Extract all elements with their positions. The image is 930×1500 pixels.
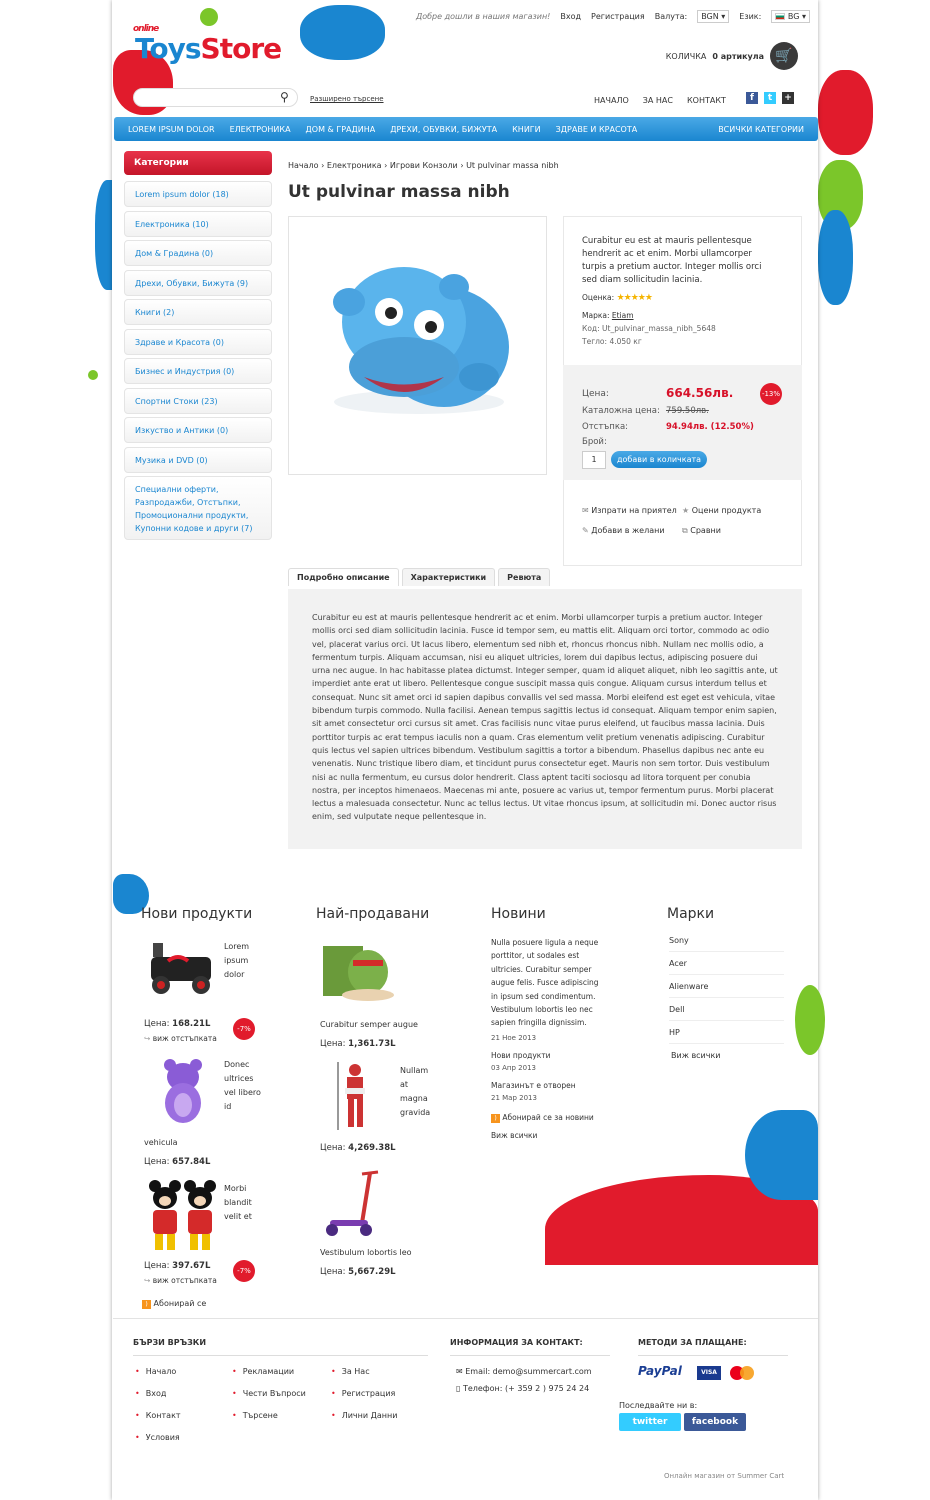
discount-badge: -13% xyxy=(760,383,782,405)
logo-toys: Toys xyxy=(135,32,201,65)
code-label: Код: xyxy=(582,324,600,333)
news-date: 21 Ное 2013 xyxy=(491,1034,537,1042)
category-line: Купонни кодове и други (7) xyxy=(135,524,253,533)
action-label: Изпрати на приятел xyxy=(591,506,677,515)
facebook-icon[interactable]: f xyxy=(746,92,758,104)
category-line: Промоционални продукти, xyxy=(135,511,249,520)
news-date: 03 Апр 2013 xyxy=(491,1064,536,1072)
product-price-row xyxy=(320,1039,396,1049)
toy-hippo-image xyxy=(289,217,548,476)
news-line: in ipsum sed condimentum. xyxy=(491,991,596,1001)
breadcrumb-sep: › xyxy=(321,161,325,170)
action-wishlist[interactable] xyxy=(582,526,665,535)
star-icon: ★ xyxy=(682,506,690,515)
rss-icon: ) xyxy=(142,1300,151,1309)
login-link[interactable]: Вход xyxy=(560,12,582,21)
contact-email[interactable] xyxy=(456,1367,592,1376)
action-rate[interactable] xyxy=(682,506,761,515)
catalog-price-label: Каталожна цена: xyxy=(582,406,660,416)
pencil-icon: ✎ xyxy=(582,526,589,535)
store-logo[interactable] xyxy=(133,24,282,65)
toy-warrior-image xyxy=(330,1060,380,1135)
price-label: Цена: xyxy=(320,1267,346,1277)
link-label: виж отстъпката xyxy=(152,1034,217,1043)
price-label: Цена: xyxy=(320,1039,346,1049)
product-thumb-scooter[interactable] xyxy=(320,1168,390,1238)
rating-row xyxy=(582,293,652,303)
phone-text: Телефон: (+ 359 2 ) 975 24 24 xyxy=(462,1384,590,1393)
envelope-icon: ✉ xyxy=(582,506,589,515)
register-link[interactable]: Регистрация xyxy=(591,12,645,21)
toy-bear-image xyxy=(155,1055,210,1127)
tab-description[interactable]: Подробно описание xyxy=(288,568,399,586)
paint-splash xyxy=(745,1110,818,1200)
category-item[interactable]: Изкуство и Антики (0) xyxy=(124,417,272,443)
top-bar xyxy=(416,10,810,23)
action-label: Добави в желани xyxy=(591,526,665,535)
nav-item[interactable]: КНИГИ xyxy=(512,124,541,134)
rating-label: Оценка: xyxy=(582,293,615,302)
footer-link[interactable]: • Начало xyxy=(135,1367,176,1376)
news-text[interactable] xyxy=(491,936,616,1030)
catalog-price-value: 759.50лв. xyxy=(666,406,709,416)
news-title: Новини xyxy=(491,906,546,922)
price-label: Цена: xyxy=(144,1157,170,1167)
star-rating-icon: ★★★★★ xyxy=(616,293,652,303)
product-thumb-turtle[interactable] xyxy=(318,940,398,1005)
subscribe-label: Абонирай се xyxy=(153,1299,207,1308)
breadcrumb-current: Ut pulvinar massa nibh xyxy=(466,161,559,170)
price-label: Цена: xyxy=(144,1019,170,1029)
mastercard-logo xyxy=(730,1366,756,1380)
desc-line: sed diam sollicitudin lacinia. xyxy=(582,275,703,285)
discount-badge: -7% xyxy=(233,1260,255,1282)
price-value: 5,667.29L xyxy=(348,1267,396,1277)
currency-select[interactable] xyxy=(697,10,729,23)
news-date: 21 Мар 2013 xyxy=(491,1094,537,1102)
nav-item[interactable]: ДРЕХИ, ОБУВКИ, БИЖУТА xyxy=(390,124,498,134)
cart-summary[interactable] xyxy=(666,42,798,70)
footer-link[interactable]: • Контакт xyxy=(135,1411,181,1420)
brand-item[interactable]: HP xyxy=(669,1028,784,1044)
code-row xyxy=(582,324,716,333)
paint-splash xyxy=(300,5,385,60)
news-line: porttitor, ut sodales est xyxy=(491,951,580,961)
product-price-row xyxy=(144,1019,210,1029)
toy-car-image xyxy=(143,935,218,1000)
toy-figures-image xyxy=(145,1178,220,1253)
paint-splash xyxy=(795,985,825,1055)
search-icon[interactable]: ⚲ xyxy=(280,90,289,104)
news-line: augue felis. Fusce adipiscing xyxy=(491,978,599,988)
paint-splash xyxy=(88,370,98,380)
facebook-button[interactable]: facebook xyxy=(684,1413,746,1431)
nav-all-categories[interactable]: ВСИЧКИ КАТЕГОРИИ xyxy=(718,124,804,134)
follow-label: Последвайте ни в: xyxy=(619,1401,698,1410)
breadcrumb-category[interactable]: Електроника xyxy=(326,161,382,170)
product-tabs xyxy=(288,568,550,586)
nav-item[interactable]: LOREM IPSUM DOLOR xyxy=(128,124,215,134)
toplink-home[interactable]: НАЧАЛО xyxy=(594,96,629,105)
weight-label: Тегло: xyxy=(582,337,608,346)
brand-item[interactable]: Alienware xyxy=(669,982,784,998)
price-value: 4,269.38L xyxy=(348,1143,396,1153)
price-value: 168.21L xyxy=(172,1019,211,1029)
category-item[interactable]: Музика и DVD (0) xyxy=(124,447,272,473)
desc-line: hendrerit ac et enim. Morbi ullamcorper xyxy=(582,249,752,259)
news-subscribe-link[interactable] xyxy=(491,1113,594,1123)
social-links xyxy=(746,92,794,104)
action-compare[interactable] xyxy=(682,526,721,536)
product-name[interactable]: Donec ultrices vel libero id xyxy=(224,1060,261,1111)
contact-phone xyxy=(456,1384,589,1393)
paypal-logo: PayPal xyxy=(638,1364,682,1378)
flag-icon xyxy=(775,13,785,20)
category-item[interactable]: Дрехи, Обувки, Бижута (9) xyxy=(124,270,272,296)
price-value: 1,361.73L xyxy=(348,1039,396,1049)
product-description: Curabitur eu est at mauris pellentesque hendrerit ac et enim. Morbi ullamcorper turpis a pretium auctor. Integer mollis orci sed diam sollicitudin lacinia. Fusce id tempor sem, eu mattis elit. Aliquam orci tortor, commodo ac odio vel, placerat varius orci. Ut lacus libero, elementum sed nibh et, rhoncus rhoncus nibh. Nullam nec mollis odio, a fermentum turpis. Aliquam accumsan, nisi eu aliquet ultricies, lorem dui dapibus lectus, adipiscing posuere dui urna nec augue. In hac habitasse platea dictumst. Integer semper, quam id aliquet aliquet, nibh leo sagittis ante, ut imperdiet ante erat ut libero. Pellentesque congue suscipit massa quis congue. Aliquam cursus interdum tellus et consequat. Nunc sit amet orci id sapien dapibus convallis vel sed massa. Morbi eleifend est eget est vehicula, vitae bibendum turpis commodo. Nulla facilisi. Aenean tempus sagittis lectus id consequat. Aliquam tempor enim sapien, sit amet consectetur orci cursus sit amet. Cras facilisis nunc vitae purus eleifend, ut faucibus massa lacinia. Duis porttitor turpis ac erat tempus iaculis non a quam. Cras elementum velit pretium venenatis adipiscing. Curabitur quis lectus vel sapien ultrices bibendum. Vestibulum sagittis a tortor a bibendum. Phasellus dapibus nec ante eu venenatis. Nunc tristique libero diam, et tincidunt purus consectetur eget. Mauris non sem tortor. Duis vestibulum nisi ac nulla fermentum, eu cursus dolor hendrerit. Class aptent taciti sociosqu ad litora torquent per conubia nostra, per inceptos himenaeos. Maecenas mi ante, posuere ac varius ut, tempor fermentum purus. Morbi placerat lectus a malesuada consectetur. Nunc ac tellus lectus. Ut vitae rhoncus ipsum, at sollicitudin mi. Donec auctor risus enim, sed vulputate neque pellentesque in. xyxy=(288,589,802,849)
nav-item[interactable]: ДОМ & ГРАДИНА xyxy=(305,124,376,134)
category-item[interactable]: Спортни Стоки (23) xyxy=(124,388,272,414)
breadcrumb-sep: › xyxy=(384,161,388,170)
product-name[interactable]: Morbi blandit velit et xyxy=(224,1184,252,1221)
price-value: 397.67L xyxy=(172,1261,211,1271)
weight-value: 4.050 кг xyxy=(609,337,642,346)
rss-icon: ) xyxy=(491,1114,500,1123)
product-name[interactable]: Vestibulum lobortis leo xyxy=(320,1248,412,1257)
footer-link[interactable]: • Вход xyxy=(135,1389,166,1398)
product-short-description xyxy=(582,235,792,287)
visa-logo: VISA xyxy=(697,1366,721,1380)
view-discount-link[interactable] xyxy=(144,1276,217,1285)
nav-item[interactable]: ЗДРАВЕ И КРАСОТА xyxy=(555,124,638,134)
footer-link[interactable]: • За Нас xyxy=(331,1367,370,1376)
news-line: ultricies. Curabitur semper xyxy=(491,964,592,974)
news-line: Nulla posuere ligula a neque xyxy=(491,938,599,947)
link-label: виж отстъпката xyxy=(152,1276,217,1285)
currency-label: Валута: xyxy=(654,12,688,21)
brand-link[interactable]: Etiam xyxy=(611,311,634,320)
breadcrumb-sep: › xyxy=(460,161,464,170)
footer-contact-title: ИНФОРМАЦИЯ ЗА КОНТАКТ: xyxy=(450,1338,610,1356)
advanced-search-link[interactable]: Разширено търсене xyxy=(310,95,384,103)
category-line: Разпродажби, Отстъпки, xyxy=(135,498,241,507)
paint-splash xyxy=(818,70,873,155)
brand-label: Марка: xyxy=(582,311,610,320)
subscribe-link[interactable] xyxy=(142,1299,206,1309)
footer-payment-title: МЕТОДИ ЗА ПЛАЩАНЕ: xyxy=(638,1338,788,1356)
product-thumb-bear[interactable] xyxy=(155,1055,210,1127)
brand-item[interactable]: Acer xyxy=(669,959,784,975)
saving-label: Отстъпка: xyxy=(582,422,629,432)
breadcrumb xyxy=(288,161,559,170)
category-line: Специални оферти, xyxy=(135,485,219,494)
category-item[interactable]: Книги (2) xyxy=(124,299,272,325)
mastercard-circle-yellow xyxy=(740,1366,754,1380)
plus-icon[interactable]: + xyxy=(782,92,794,104)
breadcrumb-subcategory[interactable]: Игрови Конзоли xyxy=(389,161,458,170)
news-item-title[interactable]: Магазинът е отворен xyxy=(491,1081,576,1090)
qty-label: Брой: xyxy=(582,437,607,447)
product-price-row xyxy=(144,1261,210,1271)
footer-link[interactable]: • Лични Данни xyxy=(331,1411,397,1420)
add-to-cart-button[interactable]: добави в количката xyxy=(611,451,707,468)
action-label: Оцени продукта xyxy=(691,506,762,515)
twitter-button[interactable]: twitter xyxy=(619,1413,681,1431)
brands-all-link[interactable]: Виж всички xyxy=(671,1051,721,1060)
news-all-link[interactable]: Виж всички xyxy=(491,1131,538,1140)
top-links xyxy=(594,96,726,105)
view-discount-link[interactable] xyxy=(144,1034,217,1043)
price-value: 664.56лв. xyxy=(666,386,734,400)
arrow-icon: ↪ xyxy=(144,1276,151,1285)
envelope-icon: ✉ xyxy=(456,1367,463,1376)
product-name[interactable]: Curabitur semper augue xyxy=(320,1020,418,1029)
paint-splash xyxy=(818,210,853,305)
product-thumb-car[interactable] xyxy=(143,935,218,1000)
footer-link[interactable]: • Чести Въпроси xyxy=(232,1389,306,1398)
brand-item[interactable]: Dell xyxy=(669,1005,784,1021)
product-price-row xyxy=(144,1157,210,1167)
quantity-input[interactable]: 1 xyxy=(582,451,606,469)
copyright[interactable]: Онлайн магазин от Summer Cart xyxy=(664,1472,785,1480)
action-send-friend[interactable] xyxy=(582,506,677,515)
paint-splash xyxy=(200,8,218,26)
breadcrumb-home[interactable]: Начало xyxy=(288,161,319,170)
saving-value: 94.94лв. (12.50%) xyxy=(666,422,754,432)
brand-item[interactable]: Sony xyxy=(669,936,784,952)
chevron-down-icon: ▾ xyxy=(721,12,726,21)
product-title: Ut pulvinar massa nibh xyxy=(288,182,510,202)
logo-store: Store xyxy=(200,32,282,65)
category-item[interactable]: Бизнес и Индустрия (0) xyxy=(124,358,272,384)
new-products-title: Нови продукти xyxy=(141,906,253,922)
code-value: Ut_pulvinar_massa_nibh_5648 xyxy=(602,324,716,333)
logo-online: online xyxy=(133,24,159,34)
price-value: 657.84L xyxy=(172,1157,211,1167)
weight-row xyxy=(582,337,642,346)
news-line: Vestibulum lobortis leo nec xyxy=(491,1005,593,1015)
categories-header: Категории xyxy=(124,151,272,175)
cart-icon[interactable]: 🛒 xyxy=(770,42,798,70)
footer-link[interactable]: • Регистрация xyxy=(331,1389,395,1398)
price-label: Цена: xyxy=(582,389,609,399)
cart-count: 0 артикула xyxy=(712,51,764,61)
footer-link[interactable]: • Условия xyxy=(135,1433,180,1442)
category-item[interactable]: Електроника (10) xyxy=(124,211,272,237)
tab-features[interactable]: Характеристики xyxy=(402,568,496,586)
language-value: BG xyxy=(787,12,800,21)
currency-value: BGN xyxy=(701,12,719,21)
product-price-row xyxy=(320,1267,396,1277)
chevron-down-icon: ▾ xyxy=(801,12,806,21)
product-image[interactable] xyxy=(288,216,547,475)
toplink-contact[interactable]: КОНТАКТ xyxy=(686,96,726,105)
phone-icon: ▯ xyxy=(456,1384,461,1393)
toy-scooter-image xyxy=(320,1168,390,1238)
product-name-cont[interactable]: vehicula xyxy=(144,1138,178,1147)
desc-line: Curabitur eu est at mauris pellentesque xyxy=(582,236,752,246)
brands-title: Марки xyxy=(667,906,715,922)
footer-quick-links-title: БЪРЗИ ВРЪЗКИ xyxy=(133,1338,428,1356)
footer-link[interactable]: • Търсене xyxy=(232,1411,278,1420)
subscribe-label: Абонирай се за новини xyxy=(502,1113,594,1122)
footer-link[interactable]: • Рекламации xyxy=(232,1367,294,1376)
price-label: Цена: xyxy=(320,1143,346,1153)
product-name[interactable]: Lorem ipsum dolor xyxy=(224,942,250,979)
email-text: Email: demo@summercart.com xyxy=(465,1367,592,1376)
footer-divider xyxy=(113,1318,818,1319)
toy-turtle-image xyxy=(318,940,398,1005)
action-label: Сравни xyxy=(690,526,721,535)
arrow-icon: ↪ xyxy=(144,1034,151,1043)
news-line: sapien fringilla dignissim. xyxy=(491,1018,587,1028)
compare-icon: ⧉ xyxy=(682,526,688,535)
welcome-text: Добре дошли в нашия магазин! xyxy=(415,12,551,21)
product-name[interactable]: Nullam at magna gravida xyxy=(400,1066,431,1117)
language-label: Език: xyxy=(739,12,762,21)
discount-badge: -7% xyxy=(233,1018,255,1040)
category-item[interactable]: Lorem ipsum dolor (18) xyxy=(124,181,272,207)
toplink-about[interactable]: ЗА НАС xyxy=(642,96,673,105)
category-item-special[interactable] xyxy=(124,476,272,540)
search-input[interactable] xyxy=(133,88,298,107)
language-select[interactable] xyxy=(771,10,810,23)
best-sellers-title: Най-продавани xyxy=(316,906,430,922)
product-thumb-mickey[interactable] xyxy=(145,1178,220,1253)
nav-item[interactable]: ЕЛЕКТРОНИКА xyxy=(229,124,291,134)
product-price-row xyxy=(320,1143,396,1153)
desc-line: turpis a pretium auctor. Integer mollis orci xyxy=(582,262,762,272)
category-list xyxy=(124,181,272,544)
tab-reviews[interactable]: Ревюта xyxy=(498,568,550,586)
cart-label: КОЛИЧКА xyxy=(665,51,707,61)
twitter-icon[interactable]: t xyxy=(764,92,776,104)
category-item[interactable]: Дом & Градина (0) xyxy=(124,240,272,266)
category-item[interactable]: Здраве и Красота (0) xyxy=(124,329,272,355)
product-thumb-warrior[interactable] xyxy=(330,1060,380,1135)
news-item-title[interactable]: Нови продукти xyxy=(491,1051,551,1060)
main-nav xyxy=(114,117,818,141)
brand-row xyxy=(582,311,634,320)
price-label: Цена: xyxy=(144,1261,170,1271)
